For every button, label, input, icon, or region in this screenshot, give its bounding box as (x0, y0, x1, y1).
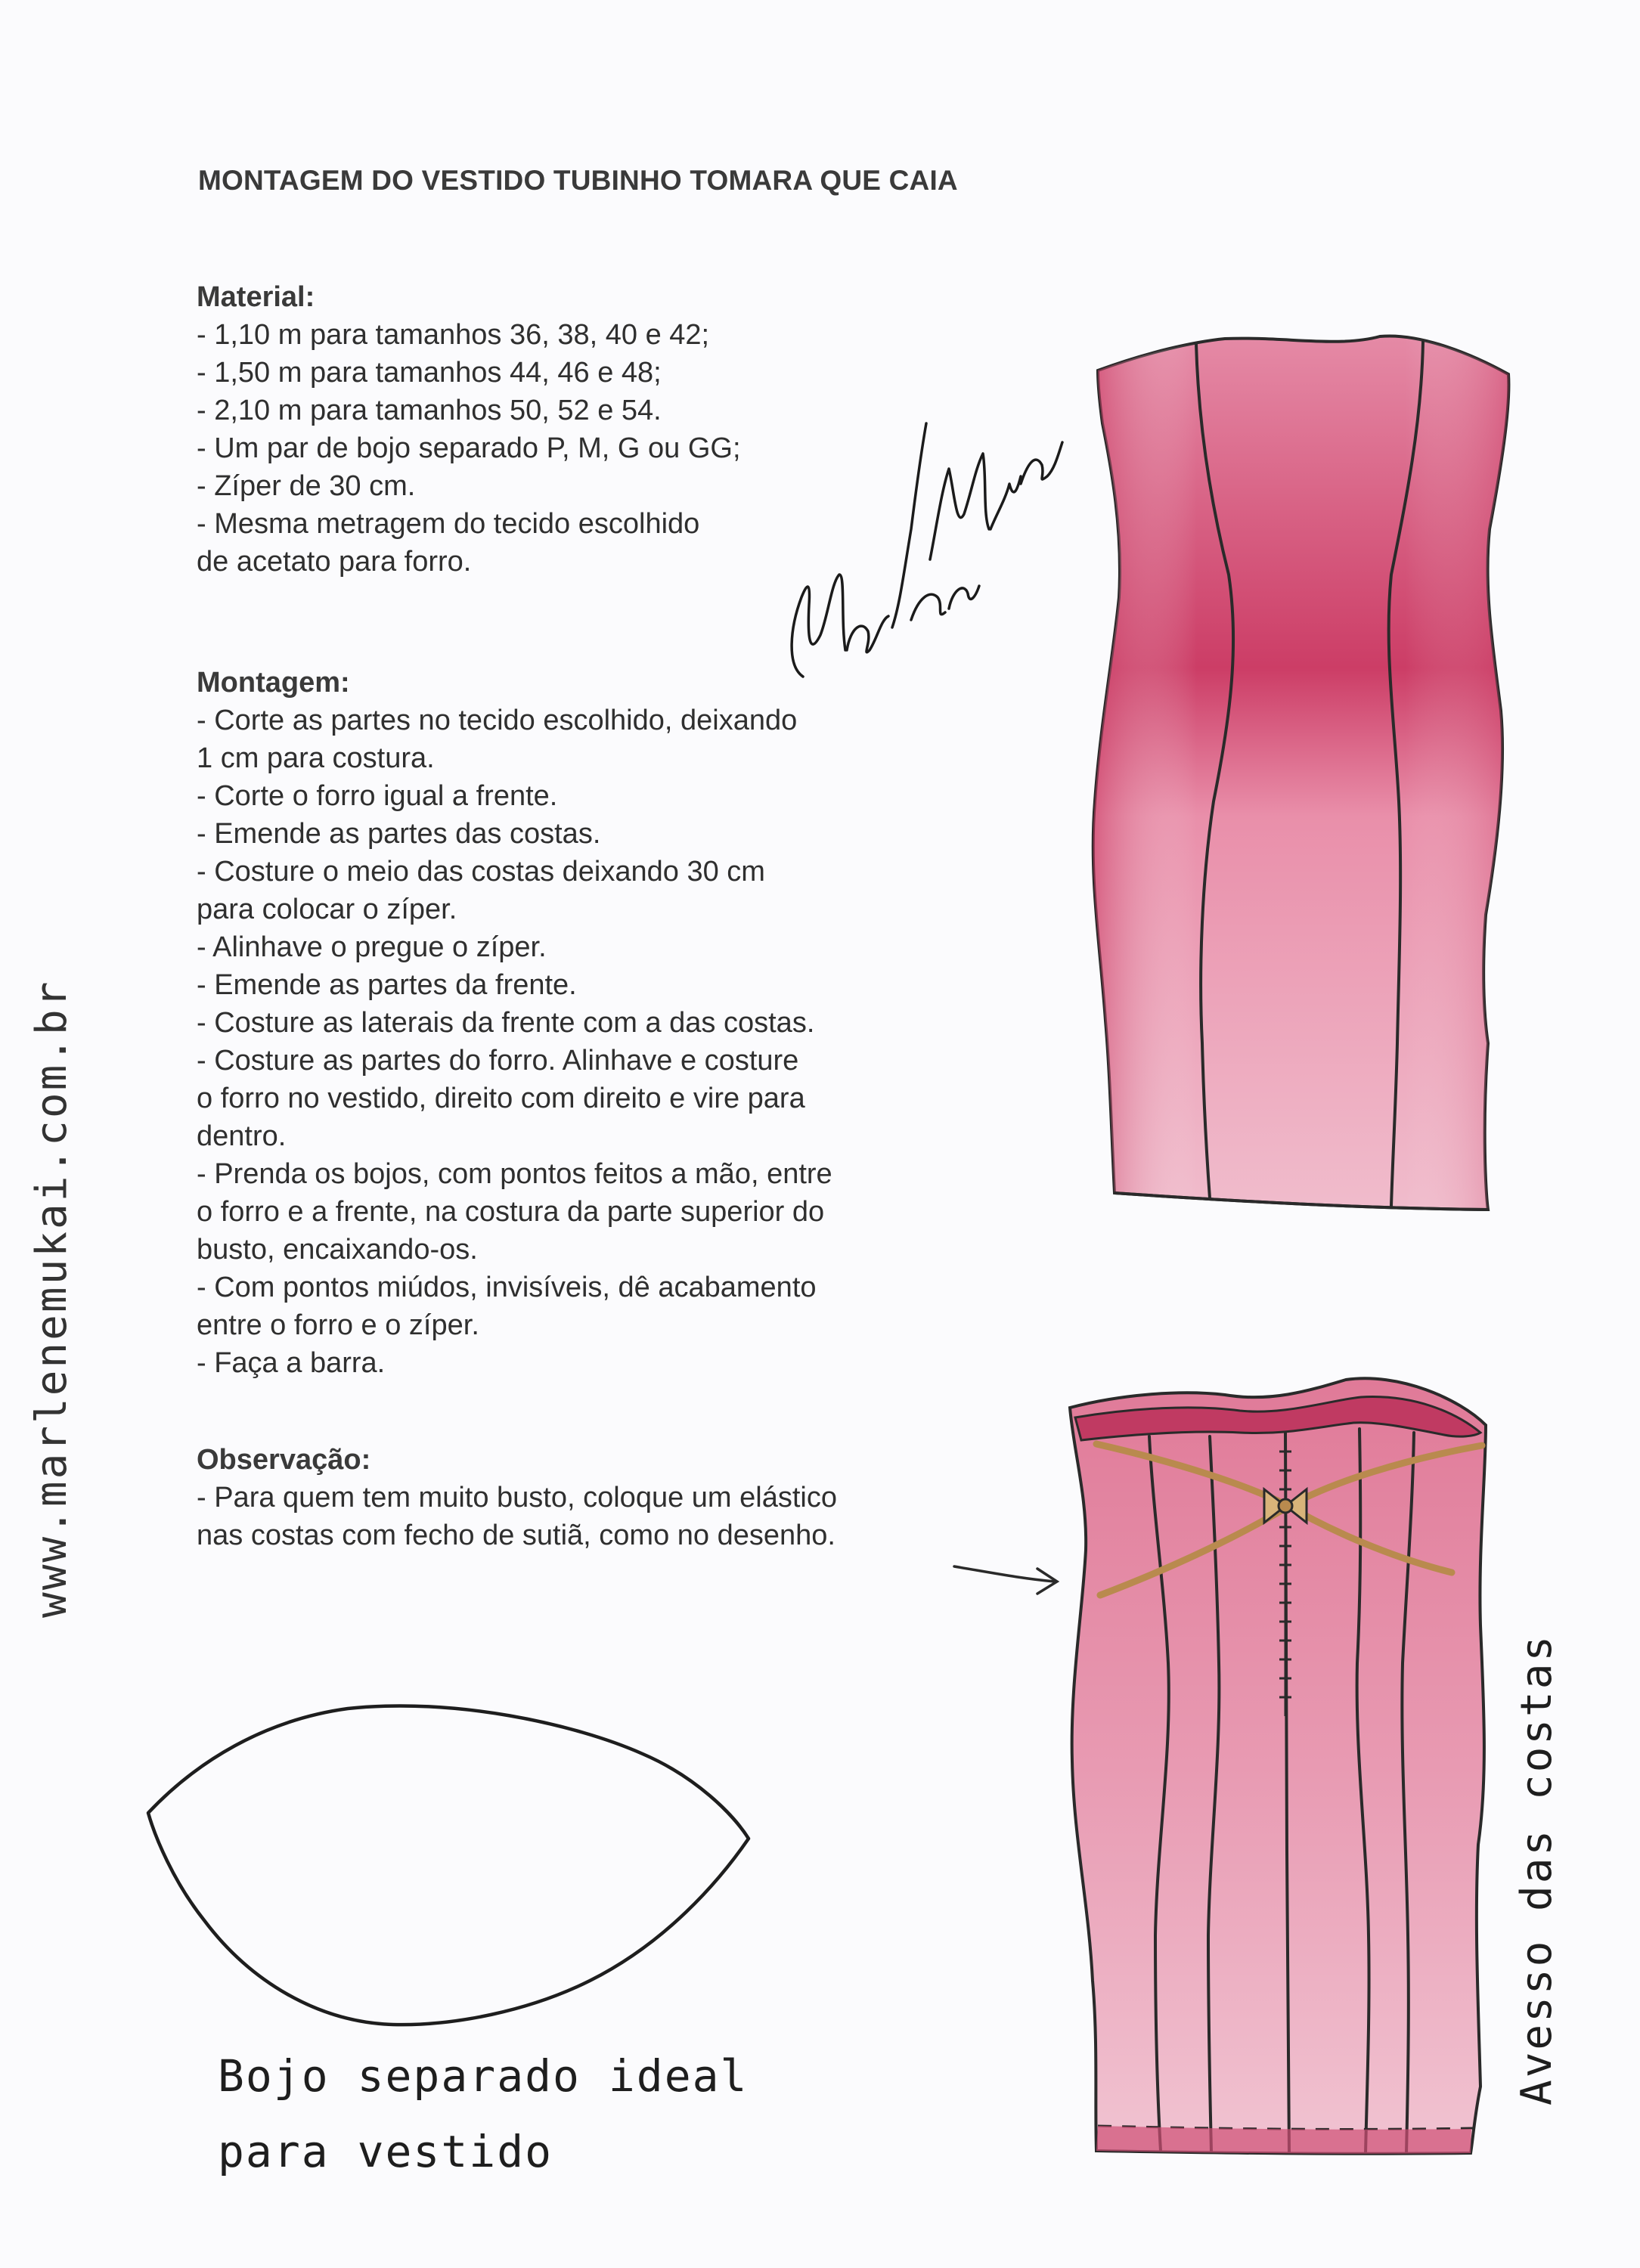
montagem-line: - Corte o forro igual a frente. (197, 780, 558, 812)
montagem-line: - Com pontos miúdos, invisíveis, dê acabamento (197, 1272, 817, 1303)
observacao-line: nas costas com fecho de sutiã, como no desenho. (197, 1520, 836, 1551)
cup-caption-line1: Bojo separado ideal (218, 2050, 749, 2102)
material-line: - Zíper de 30 cm. (197, 470, 416, 502)
montagem-line: dentro. (197, 1120, 287, 1152)
back-dress-illustration (1070, 1378, 1486, 2154)
material-line: - Mesma metragem do tecido escolhido (197, 508, 700, 540)
montagem-line: - Costure as partes do forro. Alinhave e costure (197, 1045, 799, 1077)
montagem-line: - Emende as partes das costas. (197, 818, 601, 850)
montagem-line: - Costure as laterais da frente com a das costas. (197, 1007, 815, 1039)
material-line: - 2,10 m para tamanhos 50, 52 e 54. (197, 395, 662, 426)
observacao-heading: Observação: (197, 1444, 371, 1476)
montagem-line: - Faça a barra. (197, 1347, 386, 1379)
material-line: de acetato para forro. (197, 546, 472, 578)
back-view-label: Avesso das costas (1512, 1633, 1561, 2105)
page-title: MONTAGEM DO VESTIDO TUBINHO TOMARA QUE CAIA (198, 165, 958, 196)
front-dress-illustration (1093, 336, 1509, 1210)
montagem-heading: Montagem: (197, 667, 350, 699)
signature-scrawl (792, 423, 1062, 677)
cup-caption-line2: para vestido (218, 2126, 553, 2177)
bra-cup-pattern (148, 1706, 749, 2025)
material-line: - 1,10 m para tamanhos 36, 38, 40 e 42; (197, 319, 710, 351)
montagem-line: busto, encaixando-os. (197, 1234, 478, 1266)
montagem-line: para colocar o zíper. (197, 894, 457, 925)
observacao-line: - Para quem tem muito busto, coloque um elástico (197, 1482, 837, 1514)
montagem-line: - Prenda os bojos, com pontos feitos a mão, entre (197, 1158, 832, 1190)
montagem-line: - Costure o meio das costas deixando 30 cm (197, 856, 765, 888)
pointer-arrow (954, 1566, 1057, 1594)
montagem-line: o forro no vestido, direito com direito e vire para (197, 1083, 805, 1114)
material-line: - 1,50 m para tamanhos 44, 46 e 48; (197, 357, 662, 389)
material-line: - Um par de bojo separado P, M, G ou GG; (197, 432, 741, 464)
montagem-line: - Alinhave o pregue o zíper. (197, 931, 547, 963)
montagem-line: entre o forro e o zíper. (197, 1309, 479, 1341)
montagem-line: - Emende as partes da frente. (197, 969, 577, 1001)
montagem-line: o forro e a frente, na costura da parte superior do (197, 1196, 825, 1228)
montagem-line: - Corte as partes no tecido escolhido, deixando (197, 705, 798, 736)
side-website-url: www.marlenemukai.com.br (27, 979, 76, 1618)
material-heading: Material: (197, 281, 315, 313)
montagem-line: 1 cm para costura. (197, 742, 435, 774)
